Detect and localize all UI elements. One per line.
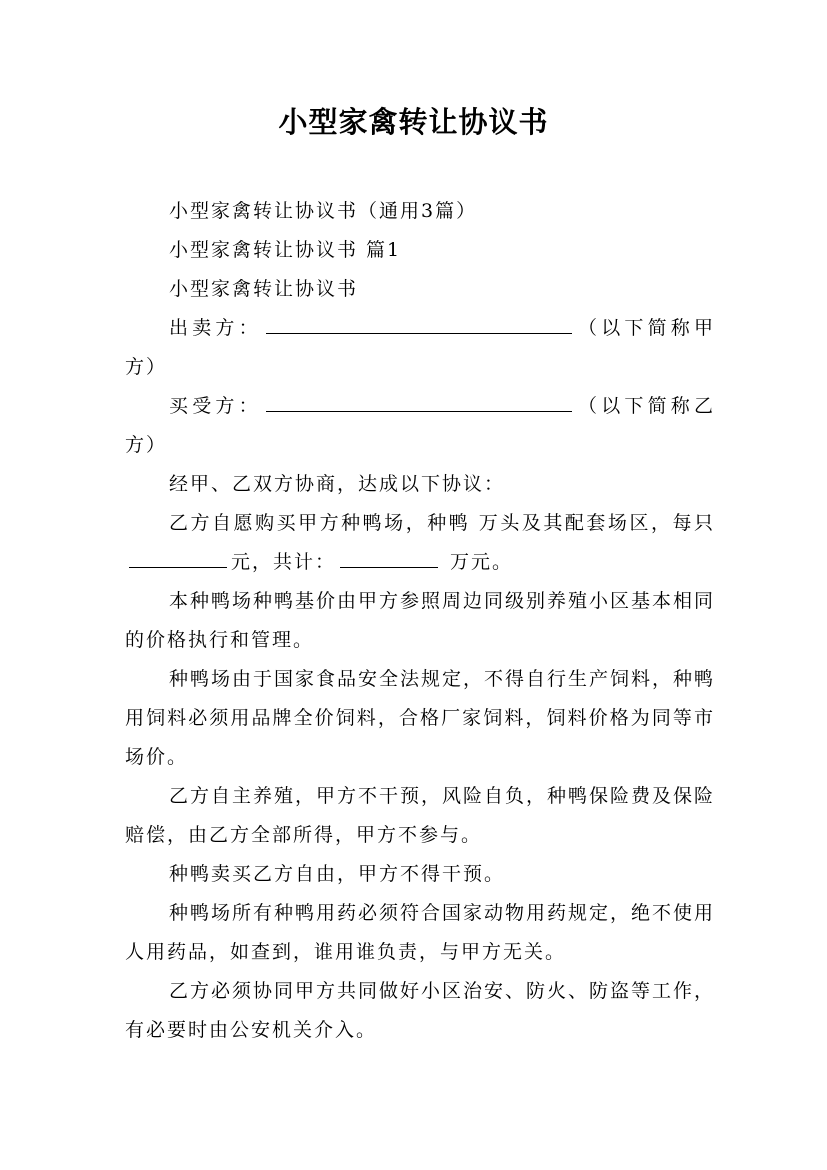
seller-blank (266, 311, 572, 334)
price-text-c: 万元。 (442, 551, 514, 573)
intro-paragraph: 经甲、乙双方协商，达成以下协议： (169, 473, 506, 495)
seller-suffix: （以下简称甲方） (125, 317, 715, 378)
seller-line (125, 309, 715, 387)
total-price-blank (340, 545, 438, 568)
buyer-line (125, 387, 715, 465)
base-price-paragraph: 本种鸭场种鸭基价由甲方参照周边同级别养殖小区基本相同的价格执行和管理。 (125, 590, 716, 651)
security-paragraph: 乙方必须协同甲方共同做好小区治安、防火、防盗等工作，有必要时由公安机关介入。 (125, 980, 716, 1041)
part-heading: 小型家禽转让协议书 篇1 (169, 239, 402, 261)
risk-paragraph: 乙方自主养殖，甲方不干预，风险自负，种鸭保险费及保险赔偿，由乙方全部所得，甲方不参与。 (125, 785, 716, 846)
buyer-label: 买受方： (169, 395, 262, 417)
document-title: 小型家禽转让协议书 (278, 105, 549, 139)
trade-paragraph: 种鸭卖买乙方自由，甲方不得干预。 (169, 863, 506, 885)
price-paragraph (125, 504, 715, 582)
document-body (125, 192, 715, 1050)
seller-label: 出卖方： (169, 317, 262, 339)
unit-price-blank (129, 545, 227, 568)
buyer-suffix: （以下简称乙方） (125, 395, 715, 456)
feed-paragraph: 种鸭场由于国家食品安全法规定，不得自行生产饲料，种鸭用饲料必须用品牌全价饲料，合格厂家饲料，饲料价格为同等市场价。 (125, 668, 716, 768)
agreement-heading: 小型家禽转让协议书 (169, 278, 359, 300)
price-text-a: 乙方自愿购买甲方种鸭场，种鸭 万头及其配套场区，每只 (169, 512, 715, 534)
price-text-b: 元，共计： (231, 551, 337, 573)
subtitle-line: 小型家禽转让协议书（通用3篇） (169, 200, 478, 222)
buyer-blank (266, 389, 572, 412)
drugs-paragraph: 种鸭场所有种鸭用药必须符合国家动物用药规定，绝不使用人用药品，如查到，谁用谁负责，与甲方无关。 (125, 902, 716, 963)
